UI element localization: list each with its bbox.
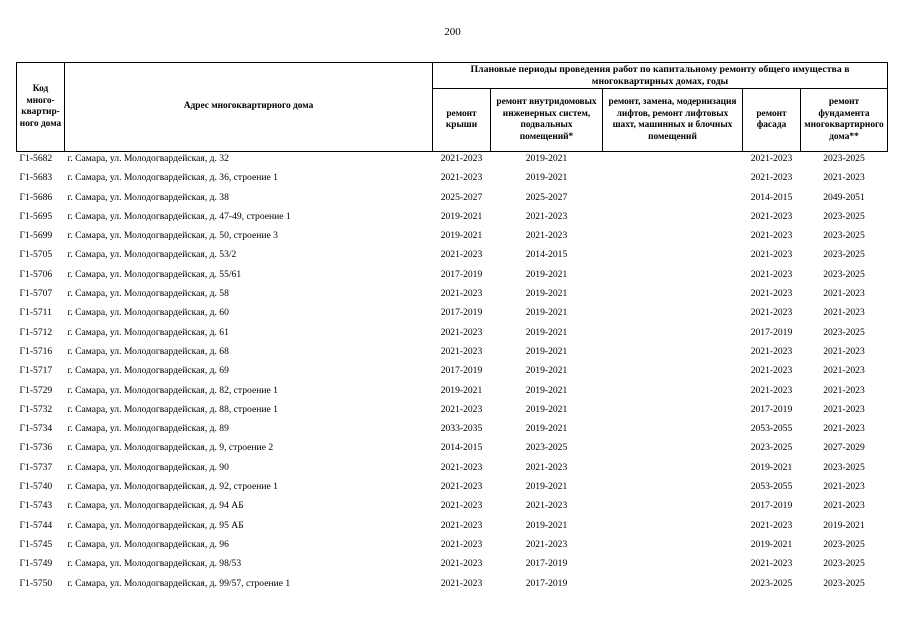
- row-roof: 2021-2023: [440, 500, 483, 512]
- row-systems: 2019-2021: [525, 172, 568, 184]
- row-address: г. Самара, ул. Молодогвардейская, д. 98/53: [67, 558, 242, 570]
- table-row: [17, 461, 888, 480]
- row-code: Г1-5750: [19, 577, 53, 589]
- page-number: 200: [444, 26, 461, 38]
- row-facade: 2014-2015: [750, 191, 793, 203]
- row-foundation: 2049-2051: [823, 191, 865, 203]
- row-systems: 2019-2021: [525, 326, 568, 338]
- table-row: [17, 345, 888, 364]
- row-systems: 2014-2015: [525, 249, 568, 261]
- header-facade: ремонт фасада: [743, 89, 801, 152]
- row-lifts: [603, 345, 743, 364]
- row-address: г. Самара, ул. Молодогвардейская, д. 68: [67, 345, 229, 357]
- row-address: г. Самара, ул. Молодогвардейская, д. 88, строение 1: [67, 403, 278, 415]
- row-foundation: 2023-2025: [823, 210, 865, 222]
- row-systems: 2021-2023: [525, 538, 568, 550]
- row-foundation: 2021-2023: [823, 384, 865, 396]
- row-lifts: [603, 364, 743, 383]
- row-foundation: 2023-2025: [823, 577, 865, 589]
- row-lifts: [603, 248, 743, 267]
- row-lifts: [603, 519, 743, 538]
- row-roof: 2021-2023: [440, 481, 483, 493]
- row-address: г. Самара, ул. Молодогвардейская, д. 32: [67, 153, 229, 164]
- row-lifts: [603, 287, 743, 306]
- row-lifts: [603, 326, 743, 345]
- row-systems: 2025-2027: [525, 191, 568, 203]
- row-roof: 2021-2023: [440, 153, 483, 164]
- row-systems: 2017-2019: [525, 558, 568, 570]
- row-code: Г1-5732: [19, 403, 53, 415]
- row-roof: 2021-2023: [440, 249, 483, 261]
- header-address: Адрес многоквартирного дома: [65, 63, 433, 152]
- row-systems: 2019-2021: [525, 153, 568, 164]
- row-foundation: 2027-2029: [823, 442, 865, 454]
- row-code: Г1-5706: [19, 268, 53, 280]
- header-code: Код много-квартир-ного дома: [17, 63, 65, 152]
- row-address: г. Самара, ул. Молодогвардейская, д. 89: [67, 423, 229, 435]
- row-facade: 2021-2023: [750, 268, 793, 280]
- row-roof: 2019-2021: [440, 384, 483, 396]
- row-roof: 2021-2023: [440, 558, 483, 570]
- row-lifts: [603, 191, 743, 210]
- table-row: [17, 480, 888, 499]
- row-facade: 2023-2025: [750, 442, 793, 454]
- table-row: [17, 268, 888, 287]
- row-lifts: [603, 480, 743, 499]
- table-row: [17, 326, 888, 345]
- header-roof: ремонт крыши: [433, 89, 491, 152]
- row-roof: 2017-2019: [440, 268, 483, 280]
- row-foundation: 2023-2025: [823, 268, 865, 280]
- row-foundation: 2021-2023: [823, 500, 865, 512]
- row-code: Г1-5716: [19, 345, 53, 357]
- table-row: [17, 364, 888, 383]
- row-facade: 2021-2023: [750, 153, 793, 164]
- row-systems: 2019-2021: [525, 519, 568, 531]
- row-foundation: 2021-2023: [823, 288, 865, 300]
- row-address: г. Самара, ул. Молодогвардейская, д. 92, строение 1: [67, 481, 278, 493]
- table-row: [17, 171, 888, 190]
- row-lifts: [603, 384, 743, 403]
- header-foundation: ремонт фундамента многоквартирного дома**: [801, 89, 888, 152]
- row-foundation: 2021-2023: [823, 172, 865, 184]
- row-roof: 2021-2023: [440, 519, 483, 531]
- row-address: г. Самара, ул. Молодогвардейская, д. 58: [67, 288, 229, 300]
- row-facade: 2021-2023: [750, 172, 793, 184]
- row-systems: 2019-2021: [525, 307, 568, 319]
- row-systems: 2021-2023: [525, 500, 568, 512]
- row-address: г. Самара, ул. Молодогвардейская, д. 9, строение 2: [67, 442, 274, 454]
- row-facade: 2021-2023: [750, 307, 793, 319]
- row-roof: 2014-2015: [440, 442, 483, 454]
- row-address: г. Самара, ул. Молодогвардейская, д. 90: [67, 461, 229, 473]
- row-lifts: [603, 306, 743, 325]
- row-lifts: [603, 152, 743, 172]
- row-facade: 2053-2055: [750, 481, 793, 493]
- row-foundation: 2023-2025: [823, 326, 865, 338]
- row-address: г. Самара, ул. Молодогвардейская, д. 95 АБ: [67, 519, 244, 531]
- row-foundation: 2021-2023: [823, 423, 865, 435]
- row-systems: 2019-2021: [525, 403, 568, 415]
- row-roof: 2021-2023: [440, 288, 483, 300]
- row-facade: 2023-2025: [750, 577, 793, 589]
- row-lifts: [603, 403, 743, 422]
- row-code: Г1-5743: [19, 500, 53, 512]
- row-foundation: 2021-2023: [823, 365, 865, 377]
- row-roof: 2021-2023: [440, 345, 483, 357]
- row-code: Г1-5695: [19, 210, 53, 222]
- row-facade: 2021-2023: [750, 345, 793, 357]
- row-systems: 2019-2021: [525, 345, 568, 357]
- table-row: [17, 210, 888, 229]
- table-row: [17, 422, 888, 441]
- row-code: Г1-5705: [19, 249, 53, 261]
- table-row: [17, 519, 888, 538]
- row-address: г. Самара, ул. Молодогвардейская, д. 38: [67, 191, 229, 203]
- row-systems: 2021-2023: [525, 461, 568, 473]
- table-row: [17, 499, 888, 518]
- row-lifts: [603, 441, 743, 460]
- row-facade: 2017-2019: [750, 403, 793, 415]
- row-roof: 2033-2035: [440, 423, 483, 435]
- table-body: [17, 152, 888, 596]
- row-foundation: 2023-2025: [823, 558, 865, 570]
- row-address: г. Самара, ул. Молодогвардейская, д. 99/57, строение 1: [67, 577, 291, 589]
- row-systems: 2023-2025: [525, 442, 568, 454]
- row-roof: 2021-2023: [440, 538, 483, 550]
- row-facade: 2021-2023: [750, 230, 793, 242]
- row-roof: 2021-2023: [440, 577, 483, 589]
- row-facade: 2021-2023: [750, 288, 793, 300]
- header-group: Плановые периоды проведения работ по капитальному ремонту общего имущества в многоквартирных домах, годы: [433, 63, 888, 89]
- table-header: [17, 63, 888, 152]
- table-row: [17, 384, 888, 403]
- row-lifts: [603, 229, 743, 248]
- header-systems: ремонт внутридомовых инженерных систем, подвальных помещений*: [491, 89, 603, 152]
- row-code: Г1-5683: [19, 172, 53, 184]
- row-lifts: [603, 538, 743, 557]
- row-lifts: [603, 557, 743, 576]
- row-systems: 2021-2023: [525, 210, 568, 222]
- row-foundation: 2023-2025: [823, 230, 865, 242]
- row-roof: 2021-2023: [440, 326, 483, 338]
- row-roof: 2021-2023: [440, 461, 483, 473]
- table-row: [17, 287, 888, 306]
- row-code: Г1-5729: [19, 384, 53, 396]
- row-address: г. Самара, ул. Молодогвардейская, д. 61: [67, 326, 229, 338]
- table-row: [17, 229, 888, 248]
- row-facade: 2053-2055: [750, 423, 793, 435]
- table-row: [17, 538, 888, 557]
- row-code: Г1-5707: [19, 288, 53, 300]
- row-lifts: [603, 210, 743, 229]
- row-systems: 2019-2021: [525, 384, 568, 396]
- row-code: Г1-5712: [19, 326, 53, 338]
- table-row: [17, 403, 888, 422]
- row-code: Г1-5686: [19, 191, 53, 203]
- row-address: г. Самара, ул. Молодогвардейская, д. 36, строение 1: [67, 172, 278, 184]
- row-systems: 2019-2021: [525, 423, 568, 435]
- row-code: Г1-5740: [19, 481, 53, 493]
- row-roof: 2019-2021: [440, 230, 483, 242]
- row-address: г. Самара, ул. Молодогвардейская, д. 60: [67, 307, 229, 319]
- row-facade: 2017-2019: [750, 500, 793, 512]
- row-foundation: 2021-2023: [823, 481, 865, 493]
- row-facade: 2019-2021: [750, 538, 793, 550]
- row-foundation: 2023-2025: [823, 249, 865, 261]
- row-roof: 2017-2019: [440, 365, 483, 377]
- row-code: Г1-5682: [19, 153, 53, 164]
- row-lifts: [603, 171, 743, 190]
- row-facade: 2021-2023: [750, 384, 793, 396]
- row-facade: 2021-2023: [750, 365, 793, 377]
- row-code: Г1-5745: [19, 538, 53, 550]
- row-address: г. Самара, ул. Молодогвардейская, д. 47-49, строение 1: [67, 210, 291, 222]
- table-row: [17, 191, 888, 210]
- row-foundation: 2023-2025: [823, 538, 865, 550]
- table-row: [17, 557, 888, 576]
- row-code: Г1-5736: [19, 442, 53, 454]
- header-lifts: ремонт, замена, модернизация лифтов, ремонт лифтовых шахт, машинных и блочных помещений: [603, 89, 743, 152]
- row-roof: 2021-2023: [440, 172, 483, 184]
- row-facade: 2017-2019: [750, 326, 793, 338]
- row-foundation: 2019-2021: [823, 519, 865, 531]
- row-facade: 2021-2023: [750, 558, 793, 570]
- row-systems: 2017-2019: [525, 577, 568, 589]
- row-facade: 2021-2023: [750, 249, 793, 261]
- row-roof: 2017-2019: [440, 307, 483, 319]
- row-address: г. Самара, ул. Молодогвардейская, д. 82, строение 1: [67, 384, 278, 396]
- row-systems: 2019-2021: [525, 365, 568, 377]
- row-roof: 2019-2021: [440, 210, 483, 222]
- row-code: Г1-5734: [19, 423, 53, 435]
- row-lifts: [603, 461, 743, 480]
- row-address: г. Самара, ул. Молодогвардейская, д. 69: [67, 365, 229, 377]
- row-foundation: 2021-2023: [823, 403, 865, 415]
- row-lifts: [603, 499, 743, 518]
- row-facade: 2019-2021: [750, 461, 793, 473]
- row-foundation: 2023-2025: [823, 461, 865, 473]
- row-code: Г1-5717: [19, 365, 53, 377]
- row-code: Г1-5737: [19, 461, 53, 473]
- row-roof: 2025-2027: [440, 191, 483, 203]
- row-address: г. Самара, ул. Молодогвардейская, д. 50, строение 3: [67, 230, 278, 242]
- row-address: г. Самара, ул. Молодогвардейская, д. 94 АБ: [67, 500, 244, 512]
- row-address: г. Самара, ул. Молодогвардейская, д. 53/2: [67, 249, 237, 261]
- table-row: [17, 577, 888, 596]
- row-foundation: 2021-2023: [823, 307, 865, 319]
- row-code: Г1-5744: [19, 519, 53, 531]
- row-foundation: 2021-2023: [823, 345, 865, 357]
- row-lifts: [603, 422, 743, 441]
- row-foundation: 2023-2025: [823, 153, 865, 164]
- row-systems: 2019-2021: [525, 288, 568, 300]
- row-facade: 2021-2023: [750, 210, 793, 222]
- row-address: г. Самара, ул. Молодогвардейская, д. 55/61: [67, 268, 242, 280]
- table-row: [17, 441, 888, 460]
- capital-repair-table: [16, 62, 888, 596]
- row-systems: 2021-2023: [525, 230, 568, 242]
- row-lifts: [603, 268, 743, 287]
- row-systems: 2019-2021: [525, 268, 568, 280]
- row-roof: 2021-2023: [440, 403, 483, 415]
- table-row: [17, 248, 888, 267]
- row-facade: 2021-2023: [750, 519, 793, 531]
- table-row: [17, 152, 888, 172]
- table-row: [17, 306, 888, 325]
- row-lifts: [603, 577, 743, 596]
- row-code: Г1-5749: [19, 558, 53, 570]
- row-address: г. Самара, ул. Молодогвардейская, д. 96: [67, 538, 229, 550]
- row-code: Г1-5699: [19, 230, 53, 242]
- row-code: Г1-5711: [19, 307, 52, 319]
- row-systems: 2019-2021: [525, 481, 568, 493]
